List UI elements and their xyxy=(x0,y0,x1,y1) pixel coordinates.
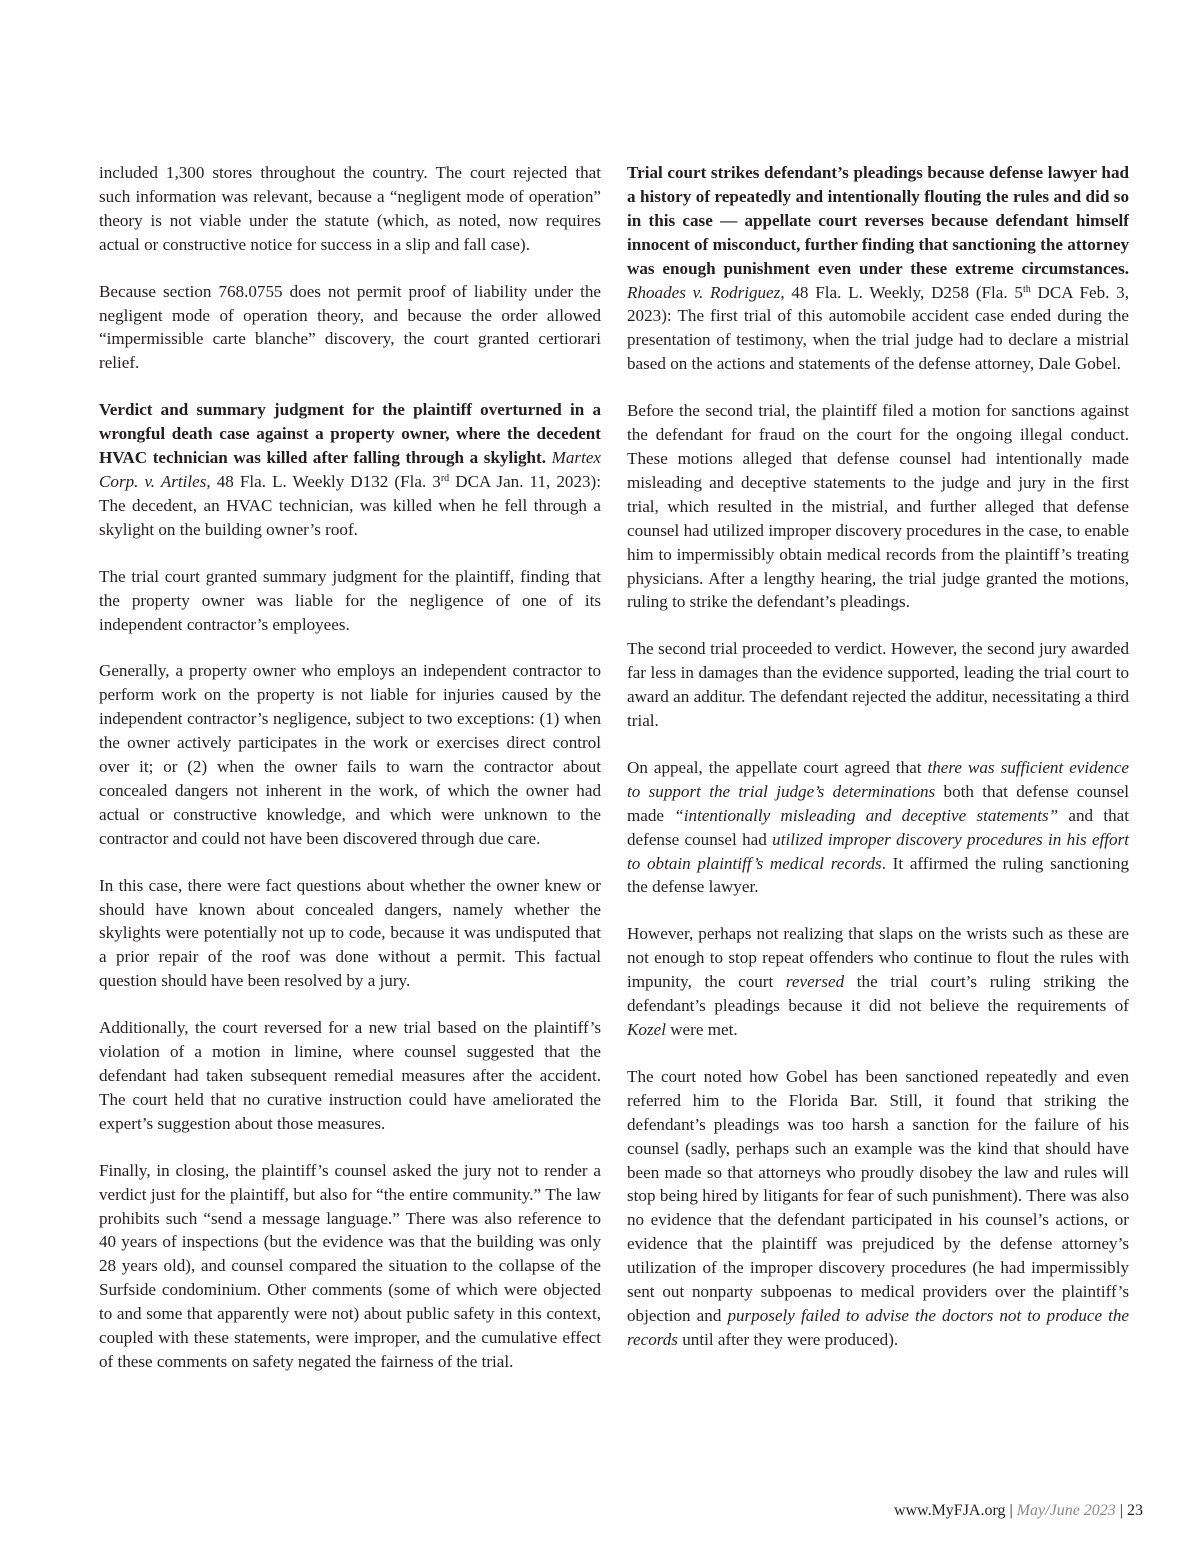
paragraph: included 1,300 stores throughout the country. The court rejected that such information was relevant, because a “negligent mode of operation” theory is not viable under the statute (which, as noted, now requires actual or constructive notice for success in a slip and fall case). xyxy=(99,163,601,254)
paragraph: The second trial proceeded to verdict. However, the second jury awarded far less in damages than the evidence supported, leading the trial court to award an additur. The defendant rejected the additur, necessitating a third trial. xyxy=(627,639,1129,731)
case-headline: Trial court strikes defendant’s pleadings because defense lawyer had a history of repeatedly and intentionally flouting the rules and did so in this case — appellate court reverses because defendant himself innocent of misconduct, further finding that sanctioning the attorney was enough punishment even under these extreme circumstances. xyxy=(627,163,1129,278)
issue-date: May/June 2023 xyxy=(1016,1502,1116,1519)
text-run: and that defense counsel had xyxy=(627,805,1129,849)
footer-separator: | xyxy=(1115,1502,1127,1519)
footer-separator: | xyxy=(1005,1502,1017,1519)
emphasis: utilized improper discovery procedures in his effort to obtain plaintiff’s medical records xyxy=(627,829,1129,873)
paragraph: Generally, a property owner who employs an independent contractor to perform work on the property is not liable for injuries caused by the independent contractor’s negligence, subject to two exceptions: (1) when the owner actively participates in the work or exercises direct control over it; or (2) when the owner fails to warn the contractor about concealed dangers not inherent in the work, of which the owner had actual or constructive knowledge, and which were unknown to the contractor and could not have been discovered through due care. xyxy=(99,661,601,848)
paragraph xyxy=(627,756,1129,899)
emphasis: “intentionally misleading and deceptive statements” xyxy=(674,805,1059,825)
page-number: 23 xyxy=(1127,1502,1143,1519)
emphasis: there was sufficient evidence to support the trial judge’s determinations xyxy=(627,757,1129,801)
right-column xyxy=(627,161,1129,1375)
case-headline: Verdict and summary judgment for the plaintiff overturned in a wrongful death case against a property owner, where the decedent HVAC technician was killed after falling through a skylight. xyxy=(99,400,601,468)
text-run: the trial court’s ruling striking the defendant’s pleadings because it did not believe the requirements of xyxy=(627,972,1129,1016)
emphasis: purposely failed to advise the doctors not to produce the records xyxy=(627,1305,1129,1349)
paragraph: The trial court granted summary judgment for the plaintiff, finding that the property owner was liable for the negligence of one of its independent contractor’s employees. xyxy=(99,566,601,634)
text-run: The court noted how Gobel has been sanctioned repeatedly and even referred him to the Florida Bar. Still, it found that striking the defendant’s pleadings was too harsh a sanction for the failure of his counsel (sadly, perhaps such an example was the kind that should have been made so that attorneys who proudly disobey the law and rules will stop being hired by litigants for fear of such punishment). There was also no evidence that the defendant participated in his counsel’s actions, or evidence that the plaintiff was prejudiced by the defense attorney’s utilization of the improper discovery procedures (he had impermissibly sent out nonparty subpoenas to medical providers over the plaintiff’s objection and xyxy=(627,1066,1129,1325)
paragraph: Finally, in closing, the plaintiff’s counsel asked the jury not to render a verdict just for the plaintiff, but also for “the entire community.” The law prohibits such “send a message language.” There was also reference to 40 years of inspections (but the evidence was that the building was only 28 years old), and counsel compared the situation to the collapse of the Surfside condominium. Other comments (some of which were objected to and some that apparently were not) about public safety in this context, coupled with these statements, were improper, and the cumulative effect of these comments on safety negated the fairness of the trial. xyxy=(99,1160,601,1371)
case-text: DCA Jan. 11, 2023): The decedent, an HVAC technician, was killed when he fell through a skylight on the building owner’s roof. xyxy=(99,471,601,539)
paragraph: Additionally, the court reversed for a new trial based on the plaintiff’s violation of a motion in limine, where counsel suggested that the defendant had taken subsequent remedial measures after the accident. The court held that no curative instruction could have ameliorated the expert’s suggestion about those measures. xyxy=(99,1018,601,1133)
text-run: both that defense counsel made xyxy=(627,781,1129,825)
paragraph: In this case, there were fact questions about whether the owner knew or should have known about concealed dangers, namely whether the skylights were potentially not up to code, because it was undisputed that a prior repair of the roof was done without a permit. This factual question should have been resolved by a jury. xyxy=(99,875,601,991)
case-summary-martex xyxy=(99,398,601,541)
case-citation: , 48 Fla. L. Weekly D132 (Fla. 3 xyxy=(206,471,441,491)
paragraph: Before the second trial, the plaintiff filed a motion for sanctions against the defendant for fraud on the court for the ongoing illegal conduct. These motions alleged that defense counsel had intentionally made misleading and deceptive statements to the judge and jury in the first trial, which resulted in the mistrial, and further alleged that defense counsel had utilized improper discovery procedures in the case, to enable him to impermissibly obtain medical records from the plaintiff’s treating physicians. After a lengthy hearing, the trial judge granted the motions, ruling to strike the defendant’s pleadings. xyxy=(627,401,1129,612)
paragraph xyxy=(627,1065,1129,1352)
text-run: However, perhaps not realizing that slaps on the wrists such as these are not enough to stop repeat offenders who continue to flout the rules with impunity, the court xyxy=(627,924,1129,992)
page-footer xyxy=(894,1501,1143,1521)
paragraph: Because section 768.0755 does not permit proof of liability under the negligent mode of operation theory, and because the order allowed “impermissible carte blanche” discovery, the court granted certiorari relief. xyxy=(99,281,601,373)
website-link[interactable]: www.MyFJA.org xyxy=(893,1502,1006,1519)
ordinal-suffix: rd xyxy=(440,472,450,484)
case-citation: , 48 Fla. L. Weekly, D258 (Fla. 5 xyxy=(780,282,1023,302)
text-run: . It affirmed the ruling sanctioning the defense lawyer. xyxy=(627,853,1129,897)
emphasis: Kozel xyxy=(627,1020,666,1039)
text-run: until after they were produced). xyxy=(677,1329,899,1349)
case-summary-rhoades xyxy=(627,161,1129,376)
paragraph xyxy=(627,922,1129,1042)
text-run: were met. xyxy=(665,1020,738,1039)
text-run: On appeal, the appellate court agreed that xyxy=(627,757,928,777)
case-name: Martex Corp. v. Artiles xyxy=(99,448,601,491)
case-text: DCA Feb. 3, 2023): The first trial of this automobile accident case ended during the presentation of testimony, when the trial judge had to declare a mistrial based on the actions and statements of the defense attorney, Dale Gobel. xyxy=(627,282,1130,374)
left-column xyxy=(99,161,601,1397)
ordinal-suffix: th xyxy=(1022,283,1031,295)
emphasis: reversed xyxy=(785,972,845,992)
case-name: Rhoades v. Rodriguez xyxy=(627,282,781,302)
